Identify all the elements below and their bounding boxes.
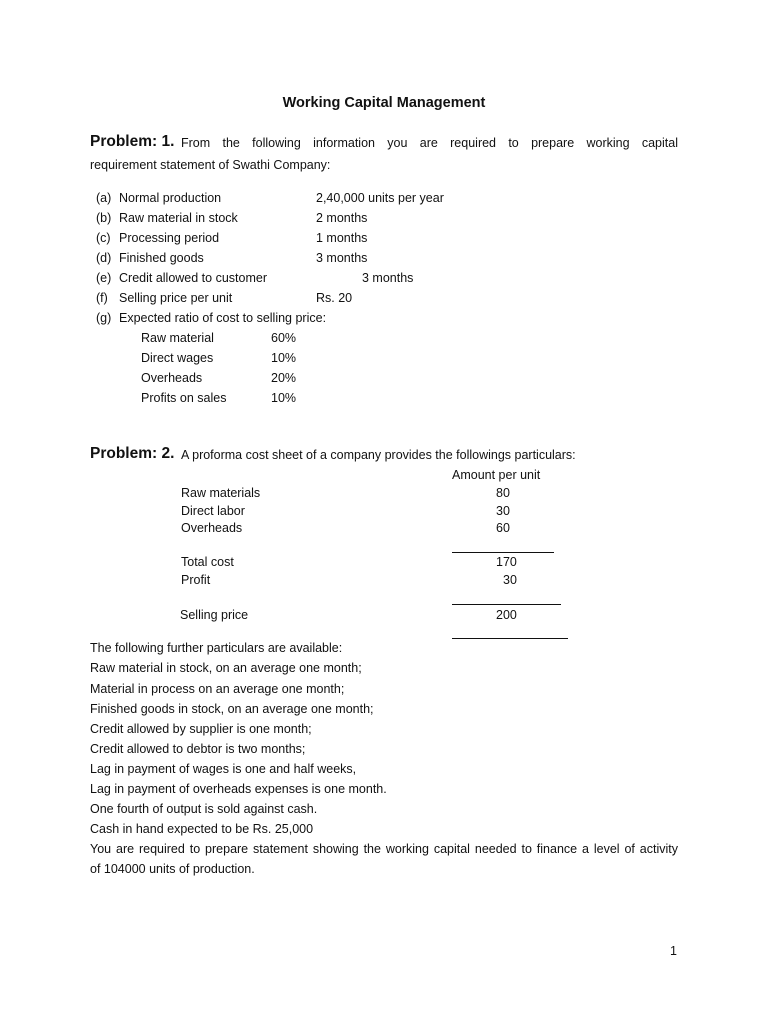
cost-row-label: Selling price xyxy=(180,608,249,622)
cost-row-label: Profit xyxy=(181,573,211,587)
list-item-marker: (a) xyxy=(96,191,112,205)
ratio-label: Raw material xyxy=(141,331,214,345)
list-item-label: Raw material in stock xyxy=(119,211,238,225)
problem2-intro: A proforma cost sheet of a company provides the followings particulars: xyxy=(181,448,576,462)
list-item-label: Expected ratio of cost to selling price: xyxy=(119,311,327,325)
paragraph-line: Lag in payment of overheads expenses is one month. xyxy=(90,782,387,796)
list-item-marker: (d) xyxy=(96,251,112,265)
cost-row-value: 30 xyxy=(503,573,517,587)
problem1-label: Problem: 1. xyxy=(90,133,175,150)
list-item-label: Selling price per unit xyxy=(119,291,233,305)
cost-row-label: Direct labor xyxy=(181,504,245,518)
cost-row-value: 80 xyxy=(496,486,510,500)
ratio-value: 60% xyxy=(271,331,297,345)
paragraph-line: The following further particulars are available: xyxy=(90,641,343,655)
problem2-label: Problem: 2. xyxy=(90,445,175,462)
list-item-marker: (f) xyxy=(96,291,108,305)
list-item-value: 1 months xyxy=(316,231,368,245)
cost-row-value: 170 xyxy=(496,555,517,569)
column-header: Amount per unit xyxy=(452,468,541,482)
list-item-marker: (c) xyxy=(96,231,111,245)
paragraph-line: Raw material in stock, on an average one month; xyxy=(90,661,362,675)
paragraph-line: Credit allowed by supplier is one month; xyxy=(90,722,312,736)
list-item-value: 3 months xyxy=(362,271,414,285)
ratio-label: Profits on sales xyxy=(141,391,227,405)
cost-row-value: 200 xyxy=(496,608,517,622)
list-item-label: Credit allowed to customer xyxy=(119,271,267,285)
list-item-value: 3 months xyxy=(316,251,368,265)
list-item-label: Finished goods xyxy=(119,251,204,265)
cost-row-label: Overheads xyxy=(181,521,243,535)
list-item-label: Processing period xyxy=(119,231,220,245)
list-item-marker: (g) xyxy=(96,311,112,325)
page-number: 1 xyxy=(670,944,677,958)
ratio-label: Overheads xyxy=(141,371,203,385)
final-rule xyxy=(452,638,568,639)
list-item-marker: (e) xyxy=(96,271,112,285)
paragraph-line: You are required to prepare statement showing the working capital needed to finance a level of activity xyxy=(90,842,678,856)
paragraph-line: Credit allowed to debtor is two months; xyxy=(90,742,306,756)
list-item-marker: (b) xyxy=(96,211,112,225)
ratio-value: 10% xyxy=(271,391,297,405)
problem1-intro-line2: requirement statement of Swathi Company: xyxy=(90,158,331,172)
cost-row-value: 30 xyxy=(496,504,510,518)
paragraph-line: Cash in hand expected to be Rs. 25,000 xyxy=(90,822,314,836)
cost-row-value: 60 xyxy=(496,521,510,535)
cost-row-label: Total cost xyxy=(181,555,234,569)
list-item-value: 2 months xyxy=(316,211,368,225)
paragraph-line: Material in process on an average one month; xyxy=(90,682,345,696)
total-rule xyxy=(452,604,561,605)
list-item-label: Normal production xyxy=(119,191,222,205)
paragraph-line: One fourth of output is sold against cash. xyxy=(90,802,318,816)
subtotal-rule xyxy=(452,552,554,553)
ratio-value: 20% xyxy=(271,371,297,385)
ratio-label: Direct wages xyxy=(141,351,214,365)
problem1-intro-line1: From the following information you are required to prepare working capital xyxy=(181,136,678,150)
paragraph-line: of 104000 units of production. xyxy=(90,862,255,876)
ratio-value: 10% xyxy=(271,351,297,365)
page-title: Working Capital Management xyxy=(282,95,486,111)
paragraph-line: Lag in payment of wages is one and half weeks, xyxy=(90,762,357,776)
paragraph-line: Finished goods in stock, on an average one month; xyxy=(90,702,374,716)
list-item-value: Rs. 20 xyxy=(316,291,353,305)
list-item-value: 2,40,000 units per year xyxy=(316,191,444,205)
cost-row-label: Raw materials xyxy=(181,486,261,500)
